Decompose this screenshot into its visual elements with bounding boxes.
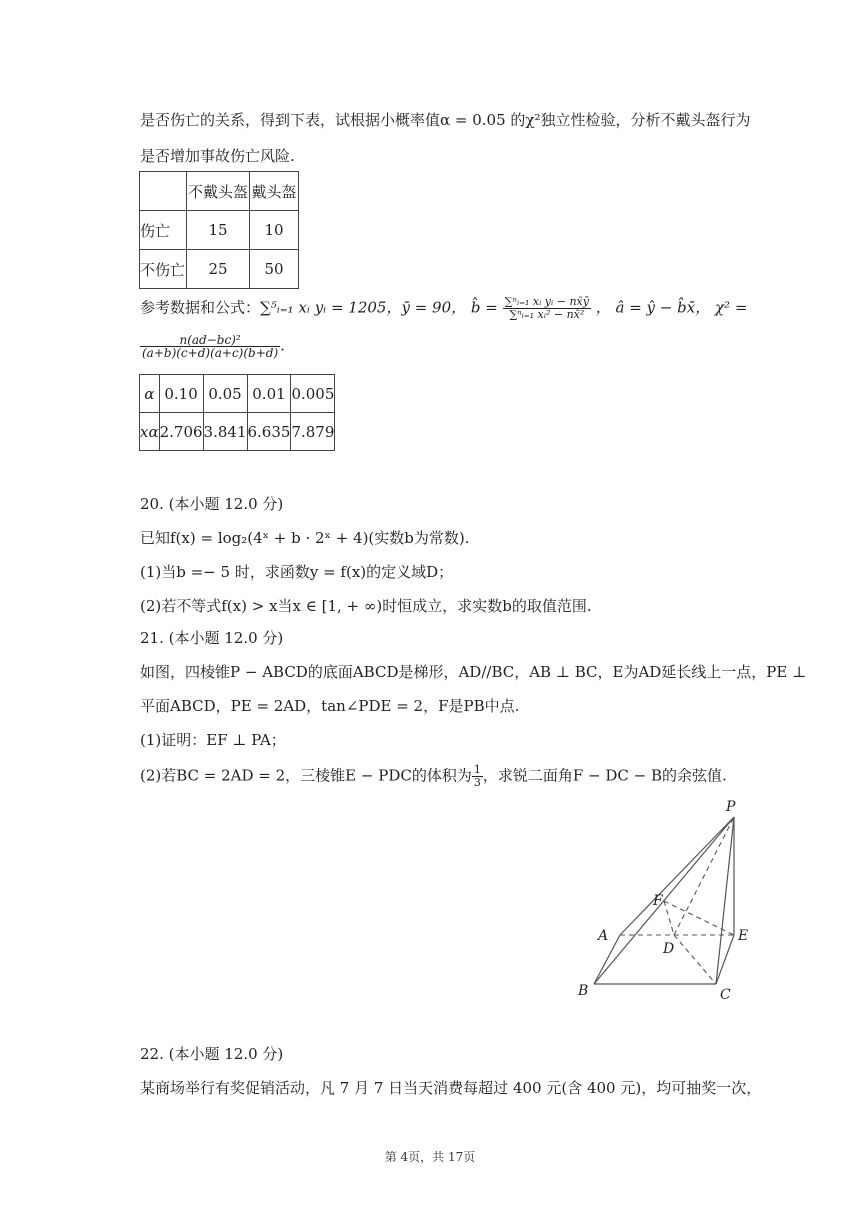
label-f: F (653, 893, 663, 909)
q20-line-1: 已知f(x) = log₂(4ˣ + b · 2ˣ + 4)(实数b为常数). (140, 529, 470, 547)
table-cell (140, 172, 187, 211)
chi-square-formula: $\frac{\text{n(ad−bc)²}}{(a+b)(c+d)(a+c)(b+d)}$ . (142, 333, 285, 360)
text-line-intro: 是否伤亡的关系，得到下表，试根据小概率值α = 0.05 的χ²独立性检验，分析不戴头盔行为 (140, 111, 751, 129)
chi-fraction (140, 334, 280, 359)
reference-formula-line (140, 296, 747, 321)
b-hat-fraction (503, 296, 591, 321)
pyramid-figure (570, 795, 770, 1005)
table-cell: 不戴头盔 (187, 172, 250, 211)
ref-bhat: b̂ = (470, 298, 498, 317)
q20-heading: 20. (本小题 12.0 分) (140, 495, 284, 513)
edge-dc-dashed (674, 935, 716, 984)
table-cell: 不伤亡 (140, 250, 187, 289)
q20-line-2: (1)当b =− 5 时，求函数y = f(x)的定义域D； (140, 563, 454, 581)
table-cell: xα (140, 413, 160, 451)
table-row (140, 250, 299, 289)
contingency-table (139, 171, 299, 289)
table-row (140, 413, 335, 451)
q21-heading: 21. (本小题 12.0 分) (140, 629, 284, 647)
table-cell: 7.879 (291, 413, 335, 451)
table-cell: 25 (187, 250, 250, 289)
label-e: E (738, 928, 749, 944)
text-line-intro-2: 是否增加事故伤亡风险. (140, 147, 295, 165)
q21-line-4 (140, 764, 727, 789)
label-c: C (720, 987, 731, 1003)
edge-pa (620, 817, 734, 935)
table-cell: 2.706 (159, 413, 203, 451)
table-cell: 15 (187, 211, 250, 250)
page-footer: 第 4页，共 17页 (384, 1150, 476, 1164)
table-cell: 10 (250, 211, 299, 250)
table-cell: 伤亡 (140, 211, 187, 250)
table-cell: 3.841 (203, 413, 247, 451)
table-cell: α (140, 375, 160, 413)
q21-line-4b: ，求锐二面角F − DC − B的余弦值. (482, 766, 727, 785)
table-cell: 戴头盔 (250, 172, 299, 211)
b-hat-numerator: ∑ⁿᵢ₌₁ xᵢ yᵢ − nx̄ȳ (504, 295, 589, 308)
q21-line-1: 如图，四棱锥P − ABCD的底面ABCD是梯形，AD//BC，AB ⊥ BC，E为AD延长线上一点，PE ⊥ (140, 663, 807, 681)
chi-numerator: n(ad−bc)² (140, 334, 280, 347)
ref-sum: ∑⁵ᵢ₌₁ xᵢ yᵢ = 1205， (260, 298, 402, 317)
volume-numerator: 1 (473, 763, 481, 776)
table-cell: 50 (250, 250, 299, 289)
b-hat-denominator: ∑ⁿᵢ₌₁ xᵢ² − nx̄² (509, 308, 585, 321)
table-cell: 0.005 (291, 375, 335, 413)
label-b: B (578, 983, 589, 999)
label-a: A (598, 928, 609, 944)
critical-value-table (139, 374, 335, 451)
table-cell: 6.635 (247, 413, 291, 451)
volume-denominator: 3 (473, 776, 481, 789)
q21-line-4a: (2)若BC = 2AD = 2，三棱锥E − PDC的体积为 (140, 766, 472, 785)
table-cell: 0.10 (159, 375, 203, 413)
edge-fd-dashed (664, 901, 674, 935)
q21-line-2: 平面ABCD，PE = 2AD，tan∠PDE = 2，F是PB中点. (140, 697, 520, 715)
edge-pb (594, 817, 734, 984)
ref-ahat: ， â = ŷ − b̂x̄， χ² = (595, 298, 748, 317)
table-row (140, 211, 299, 250)
table-cell: 0.05 (203, 375, 247, 413)
ref-ybar: ȳ = 90， (401, 298, 467, 317)
q20-line-3: (2)若不等式f(x) > x当x ∈ [1, + ∞)时恒成立，求实数b的取值范围. (140, 597, 592, 615)
q22-line-1: 某商场举行有奖促销活动，凡 7 月 7 日当天消费每超过 400 元(含 400 元)，均可抽奖一次， (140, 1079, 762, 1097)
q21-line-3: (1)证明：EF ⊥ PA； (140, 731, 286, 749)
edge-pd-dashed (674, 817, 734, 935)
label-p: P (726, 799, 736, 815)
label-d: D (663, 941, 675, 957)
table-row (140, 375, 335, 413)
q22-heading: 22. (本小题 12.0 分) (140, 1045, 284, 1063)
volume-fraction (472, 764, 483, 789)
table-cell: 0.01 (247, 375, 291, 413)
table-row (140, 172, 299, 211)
ref-prefix: 参考数据和公式： (140, 298, 261, 317)
chi-denominator: (a+b)(c+d)(a+c)(b+d) (142, 346, 279, 360)
